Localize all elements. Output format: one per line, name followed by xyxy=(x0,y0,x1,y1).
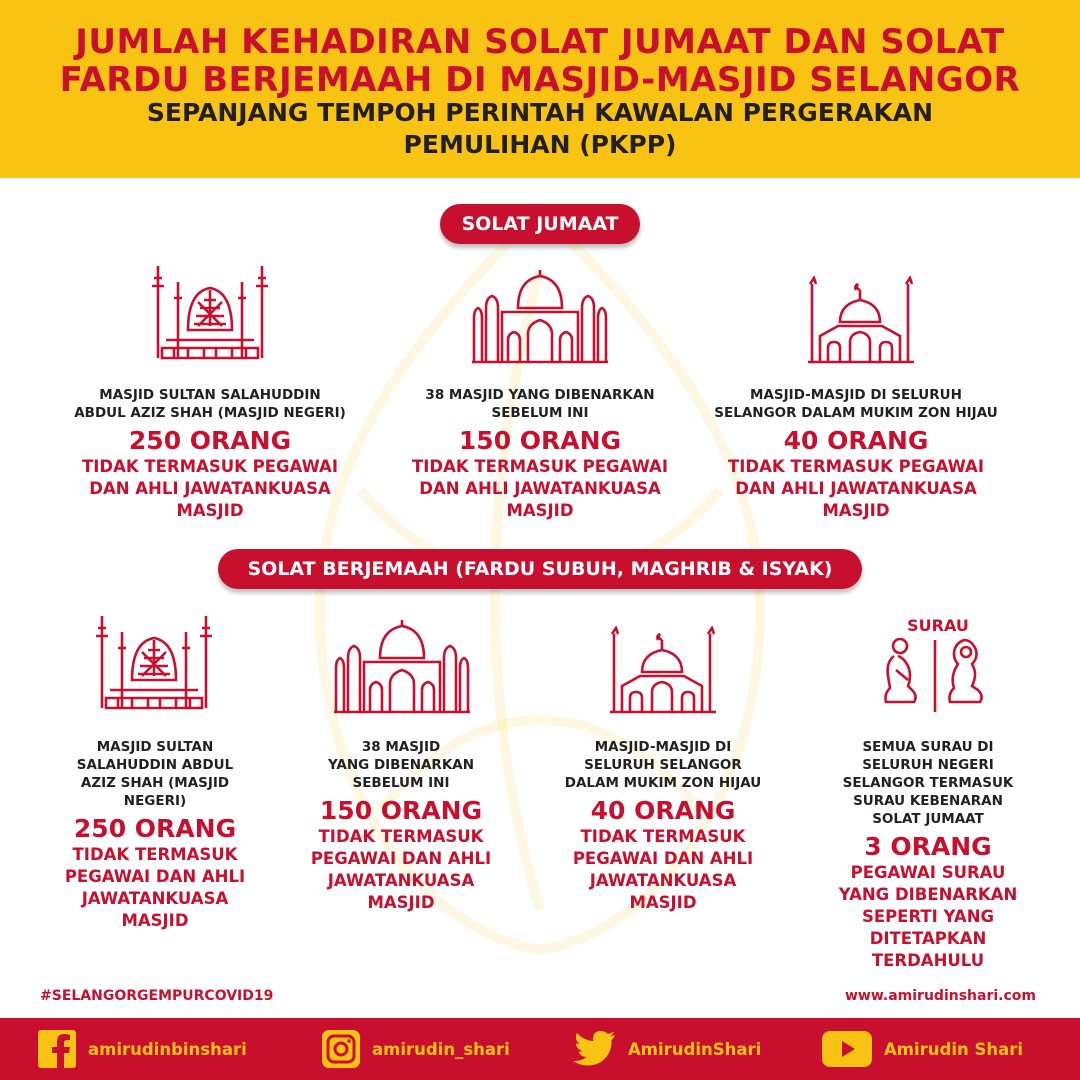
berjemaah-item-38-mosques xyxy=(296,738,506,914)
youtube-handle: Amirudin Shari xyxy=(884,1039,1024,1059)
hashtag: #SELANGORGEMPURCOVID19 xyxy=(40,988,274,1004)
instagram-icon xyxy=(322,1030,360,1068)
berjemaah-item-surau xyxy=(818,738,1038,972)
facebook-link[interactable] xyxy=(38,1030,247,1068)
page-subtitle-line2: PEMULIHAN (PKPP) xyxy=(403,130,677,159)
small-mosque-icon xyxy=(808,276,914,364)
surau-label: SURAU xyxy=(907,616,969,635)
item-note: TIDAK TERMASUK PEGAWAI DAN AHLI JAWATANKUASA MASJID xyxy=(412,457,668,520)
item-note: TIDAK TERMASUK PEGAWAI DAN AHLI JAWATANKUASA MASJID xyxy=(310,827,492,912)
youtube-icon xyxy=(822,1031,872,1067)
section-label-solat-berjemaah: SOLAT BERJEMAAH (FARDU SUBUH, MAGHRIB & ISYAK) xyxy=(218,549,862,589)
jumaat-item-green-zone-mosques xyxy=(706,386,1006,522)
page-title-line2: FARDU BERJEMAAH DI MASJID-MASJID SELANGOR xyxy=(59,60,1021,100)
jumaat-item-state-mosque xyxy=(70,386,350,522)
item-description: MASJID-MASJID DI SELURUH SELANGOR DALAM MUKIM ZON HIJAU xyxy=(714,387,998,421)
berjemaah-item-state-mosque xyxy=(50,738,260,932)
instagram-handle: amirudin_shari xyxy=(372,1039,510,1059)
item-note: TIDAK TERMASUK PEGAWAI DAN AHLI JAWATANKUASA MASJID xyxy=(728,457,984,520)
item-note: TIDAK TERMASUK PEGAWAI DAN AHLI JAWATANKUASA MASJID xyxy=(82,457,338,520)
state-mosque-icon xyxy=(148,258,272,370)
praying-people-icon xyxy=(880,636,990,712)
page-subtitle-line1: SEPANJANG TEMPOH PERINTAH KAWALAN PERGERAKAN xyxy=(146,98,934,127)
mosque-icon xyxy=(472,268,608,364)
twitter-handle: AmirudinShari xyxy=(628,1039,762,1059)
item-description: 38 MASJID YANG DIBENARKAN SEBELUM INI xyxy=(425,387,655,421)
attendance-count: 250 ORANG xyxy=(73,814,237,843)
mosque-icon xyxy=(334,618,470,714)
attendance-count: 40 ORANG xyxy=(783,426,929,455)
attendance-count: 3 ORANG xyxy=(864,832,992,861)
website-link[interactable]: www.amirudinshari.com xyxy=(845,988,1036,1004)
section-label-solat-jumaat: SOLAT JUMAAT xyxy=(440,204,640,244)
twitter-link[interactable] xyxy=(572,1030,761,1068)
header-banner xyxy=(0,0,1080,178)
instagram-link[interactable] xyxy=(322,1030,510,1068)
item-note: TIDAK TERMASUK PEGAWAI DAN AHLI JAWATANKUASA MASJID xyxy=(572,827,754,912)
jumaat-item-38-mosques xyxy=(400,386,680,522)
item-description: 38 MASJID YANG DIBENARKAN SEBELUM INI xyxy=(327,739,475,791)
attendance-count: 150 ORANG xyxy=(458,426,622,455)
facebook-handle: amirudinbinshari xyxy=(88,1039,247,1059)
small-mosque-icon xyxy=(610,626,716,714)
item-description: MASJID-MASJID DI SELURUH SELANGOR DALAM MUKIM ZON HIJAU xyxy=(564,739,762,791)
footer-social-bar xyxy=(0,1018,1080,1080)
item-description: MASJID SULTAN SALAHUDDIN ABDUL AZIZ SHAH (MASJID NEGERI) xyxy=(74,387,346,421)
page-title-line1: JUMLAH KEHADIRAN SOLAT JUMAAT DAN SOLAT xyxy=(75,22,1005,62)
youtube-link[interactable] xyxy=(822,1030,1023,1068)
item-description: SEMUA SURAU DI SELURUH NEGERI SELANGOR TERMASUK SURAU KEBENARAN SOLAT JUMAAT xyxy=(842,739,1014,827)
twitter-icon xyxy=(572,1030,616,1068)
item-note: PEGAWAI SURAU YANG DIBENARKAN SEPERTI YANG DITETAPKAN TERDAHULU xyxy=(838,863,1018,970)
item-note: TIDAK TERMASUK PEGAWAI DAN AHLI JAWATANKUASA MASJID xyxy=(64,845,246,930)
attendance-count: 40 ORANG xyxy=(590,796,736,825)
berjemaah-item-green-zone-mosques xyxy=(548,738,778,914)
attendance-count: 250 ORANG xyxy=(128,426,292,455)
attendance-count: 150 ORANG xyxy=(319,796,483,825)
facebook-icon xyxy=(38,1030,76,1068)
state-mosque-icon xyxy=(92,608,216,720)
item-description: MASJID SULTAN SALAHUDDIN ABDUL AZIZ SHAH (MASJID NEGERI) xyxy=(76,739,234,809)
